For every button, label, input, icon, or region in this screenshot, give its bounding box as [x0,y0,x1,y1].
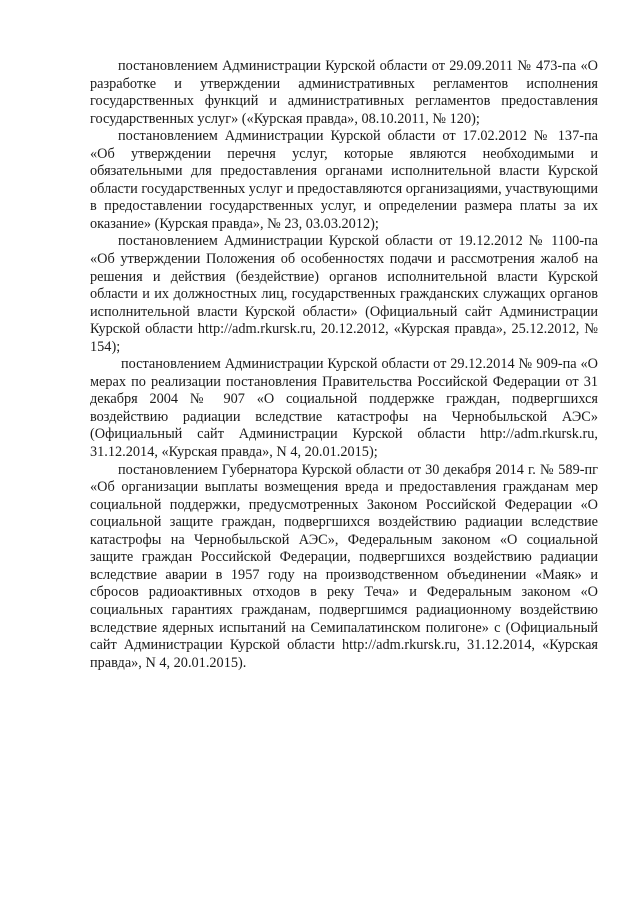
paragraph-resolution-589: постановлением Губернатора Курской области от 30 декабря 2014 г. № 589-пг «Об организации выплаты возмещения вреда и предоставления гражданам мер социальной поддержки, предусмотренных Законом Российской Федерации «О социальной защите граждан, подвергшихся воздействию радиации вследствие катастрофы на Чернобыльской АЭС», Федеральным законом «О социальной защите граждан Российской Федерации, подвергшихся воздействию радиации вследствие аварии в 1957 году на производственном объединении «Маяк» и сбросов радиоактивных отходов в реку Теча» и Федеральным законом «О социальных гарантиях гражданам, подвергшимся радиационному воздействию вследствие ядерных испытаний на Семипалатинском полигоне» с (Официальный сайт Администрации Курской области http://adm.rkursk.ru, 31.12.2014, «Курская правда», N 4, 20.01.2015). [90,461,598,671]
paragraph-resolution-909: постановлением Администрации Курской области от 29.12.2014 № 909-па «О мерах по реализации постановления Правительства Российской Федерации от 31 декабря 2004 № 907 «О социальной поддержке граждан, подвергшихся воздействию радиации вследствие катастрофы на Чернобыльской АЭС» (Официальный сайт Администрации Курской области http://adm.rkursk.ru, 31.12.2014, «Курская правда», N 4, 20.01.2015); [90,356,598,461]
paragraph-resolution-1100: постановлением Администрации Курской области от 19.12.2012 № 1100-па «Об утверждении Положения об особенностях подачи и рассмотрения жалоб на решения и действия (бездействие) органов исполнительной власти Курской области и их должностных лиц, государственных гражданских служащих органов исполнительной власти Курской области» (Официальный сайт Администрации Курской области http://adm.rkursk.ru, 20.12.2012, «Курская правда», 25.12.2012, № 154); [90,233,598,355]
paragraph-resolution-137: постановлением Администрации Курской области от 17.02.2012 № 137-па «Об утверждении перечня услуг, которые являются необходимыми и обязательными для предоставления органами исполнительной власти Курской области государственных услуг и предоставляются организациями, участвующими в предоставлении государственных услуг, и определении размера платы за их оказание» (Курская правда», № 23, 03.03.2012); [90,128,599,232]
document-body [90,58,598,672]
paragraph-resolution-473: постановлением Администрации Курской области от 29.09.2011 № 473-па «О разработке и утверждении административных регламентов исполнения государственных функций и административных регламентов предоставления государственных услуг» («Курская правда», 08.10.2011, № 120); [90,58,598,127]
